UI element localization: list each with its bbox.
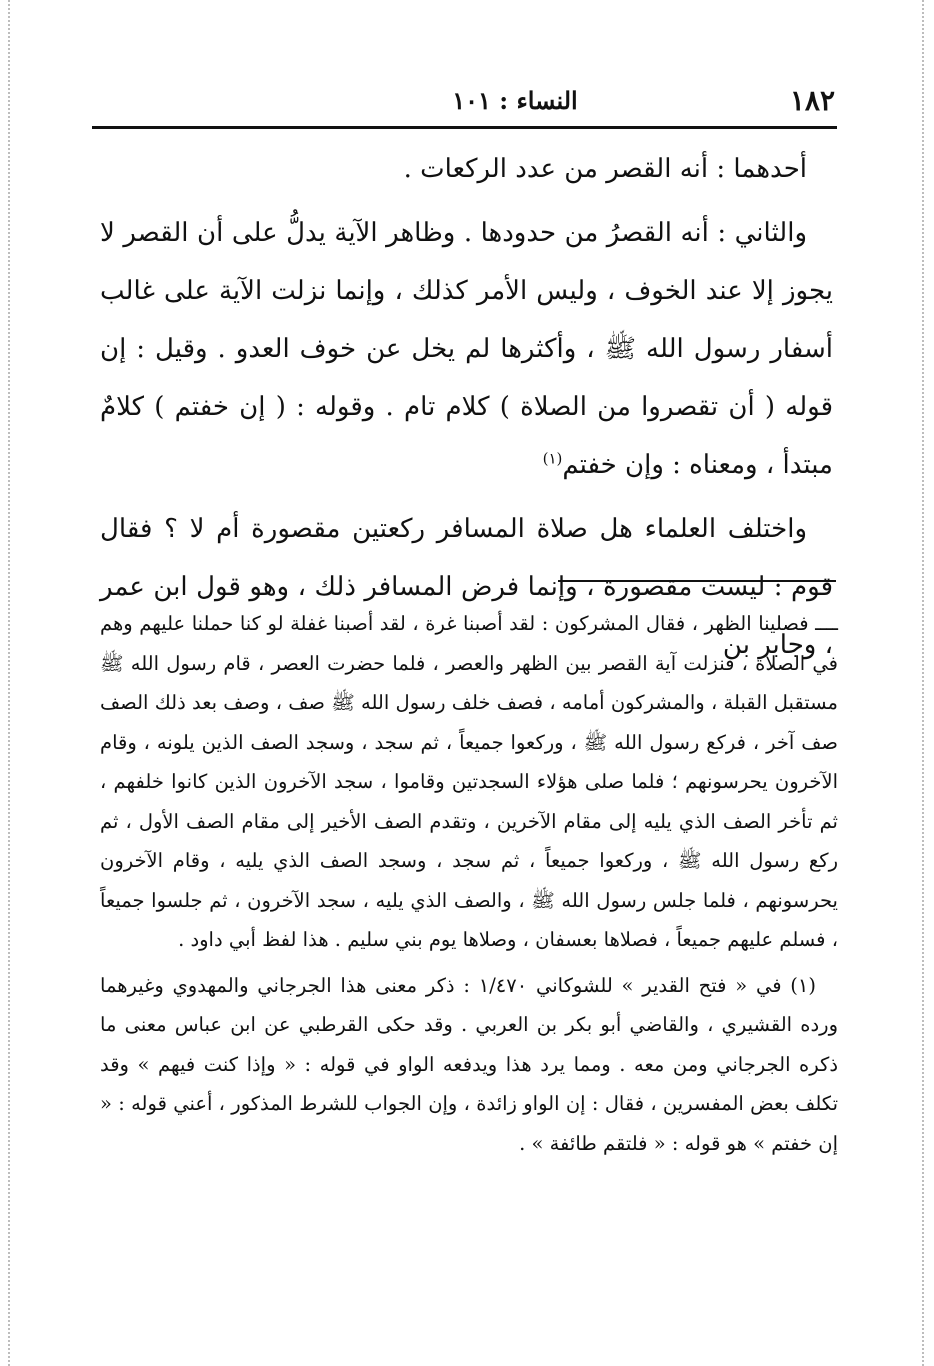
footnote-1: (١) في « فتح القدير » للشوكاني ١/٤٧٠ : ذكر معنى هذا الجرجاني والمهدوي وغيرهما ورده القشيري ، والقاضي أبو بكر بن العربي . وقد حكى القرطبي عن ابن عباس معنى ما ذكره الجرجاني ومن معه . ومما يرد هذا ويدفعه الواو في قوله : « وإذا كنت فيهم » وقد تكلف بعض المفسرين ، فقال : إن الواو زائدة ، وإن الجواب للشرط المذكور ، أعني قوله : « إن خفتم » هو قوله : « فلتقم طائفة » .	[100, 973, 838, 1155]
page-number: ١٨٢	[789, 84, 835, 117]
paragraph-first-meaning: أحدهما : أنه القصر من عدد الركعات .	[403, 154, 807, 184]
running-title: النساء : ١٠١	[452, 86, 578, 115]
footnotes	[100, 604, 838, 1163]
running-head	[110, 80, 835, 120]
main-text	[100, 140, 833, 674]
right-margin-dots	[922, 0, 924, 1366]
footnote-marker: (١)	[542, 449, 563, 468]
footnote-continuation: ــــ فصلينا الظهر ، فقال المشركون : لقد أصبنا غرة ، لقد أصبنا غفلة لو كنا حملنا عليهم وهم في الصلاة ، فنزلت آية القصر بين الظهر والعصر ، فلما حضرت العصر ، قام رسول الله ﷺ مستقبل القبلة ، والمشركون أمامه ، فصف خلف رسول الله ﷺ صف ، وصف بعد ذلك الصف صف آخر ، فركع رسول الله ﷺ ، وركعوا جميعاً ، ثم سجد ، وسجد الصف الذين يلونه ، وقام الآخرون يحرسونهم ؛ فلما صلى هؤلاء السجدتين وقاموا ، سجد الآخرون الذين كانوا خلفهم ، ثم تأخر الصف الذي يليه إلى مقام الآخرين ، وتقدم الصف الأخير إلى مقام الصف الأول ، ثم ركع رسول الله ﷺ ، وركعوا جميعاً ، ثم سجد ، وسجد الصف الذي يليه ، وقام الآخرون يحرسونهم ، فلما جلس رسول الله ﷺ ، والصف الذي يليه ، سجد الآخرون ، ثم جلسوا جميعاً ، فسلم عليهم جميعاً ، فصلاها بعسفان ، وصلاها يوم بني سليم . هذا لفظ أبي داود .	[100, 612, 838, 951]
paragraph-second-meaning	[100, 204, 833, 494]
footnote-separator	[558, 580, 836, 582]
header-rule	[92, 126, 837, 129]
paragraph-second-meaning-text: والثاني : أنه القصرُ من حدودها . وظاهر الآية يدلُّ على أن القصر لا يجوز إلا عند الخوف ، وليس الأمر كذلك ، وإنما نزلت الآية على غالب أسفار رسول الله ﷺ ، وأكثرها لم يخل عن خوف العدو . وقيل : إن قوله ( أن تقصروا من الصلاة ) كلام تام . وقوله : ( إن خفتم ) كلامٌ مبتدأ ، ومعناه : وإن خفتم	[100, 218, 833, 480]
paragraph-scholars-dispute: واختلف العلماء هل صلاة المسافر ركعتين مقصورة أم لا ؟ فقال قوم : ليست مقصورة ، وإنما فرض المسافر ذلك ، وهو قول ابن عمر ، وجابر بن	[100, 514, 833, 660]
left-margin-dots	[8, 0, 10, 1366]
